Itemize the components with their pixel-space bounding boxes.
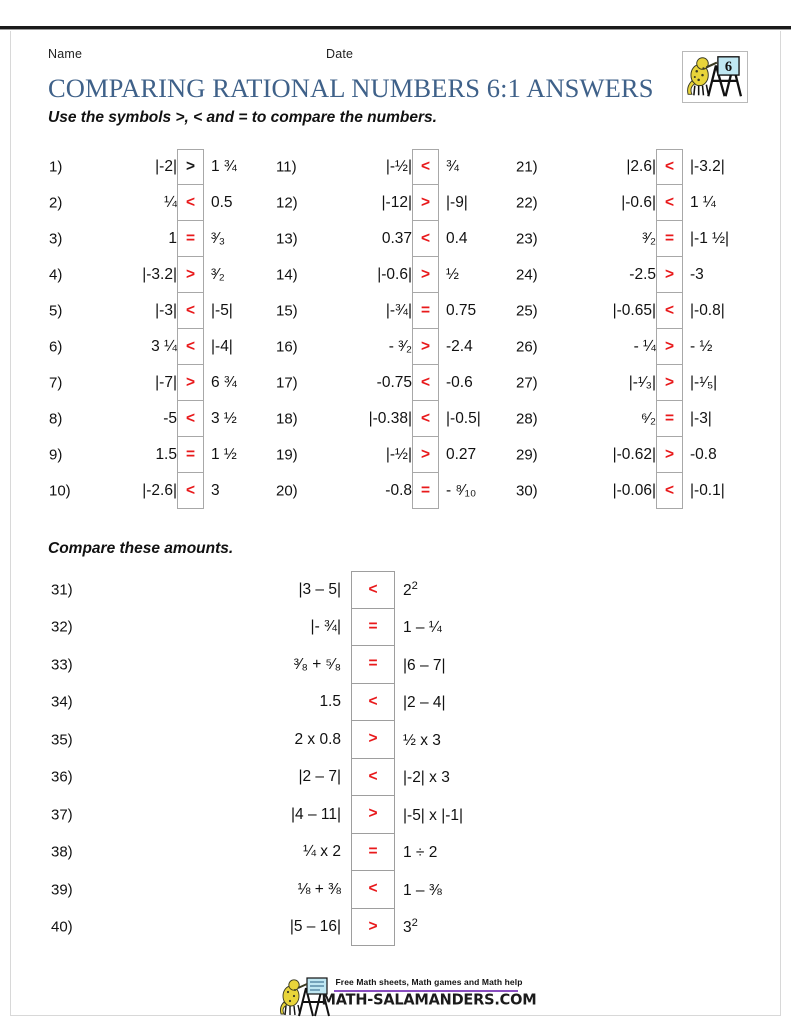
problem-number: 19) — [276, 446, 298, 464]
problem-number: 14) — [276, 266, 298, 284]
problem-number: 3) — [49, 230, 63, 248]
problem-number: 38) — [51, 843, 73, 861]
problem-number: 8) — [49, 410, 63, 428]
right-expression — [403, 917, 418, 937]
answer-box[interactable]: > — [656, 365, 683, 401]
left-expression: ¼ — [164, 194, 177, 211]
problem-row — [516, 185, 766, 221]
right-base: 2 — [403, 581, 412, 599]
left-expression: |-0.38| — [368, 410, 412, 427]
left-expression: ³⁄₂ — [642, 230, 656, 247]
problem-row — [49, 329, 277, 365]
problem-number: 20) — [276, 482, 298, 500]
problem-number: 36) — [51, 768, 73, 786]
problem-number: 7) — [49, 374, 63, 392]
answer-box[interactable]: < — [351, 871, 395, 909]
problem-number: 22) — [516, 194, 538, 212]
answer-box[interactable]: = — [412, 473, 439, 509]
right-expression: ³⁄₂ — [211, 266, 225, 283]
answer-box[interactable]: < — [351, 759, 395, 797]
left-expression: - ³⁄₂ — [388, 338, 412, 355]
right-expression — [403, 842, 437, 862]
right-expression — [403, 730, 441, 750]
left-expression: |-½| — [385, 446, 412, 463]
left-expression: |4 – 11| — [291, 805, 341, 823]
problem-number: 40) — [51, 918, 73, 936]
right-base: |-2| x 3 — [403, 769, 450, 787]
problem-row — [276, 257, 516, 293]
compare-row — [11, 834, 782, 872]
left-expression: |-2.6| — [142, 482, 177, 499]
right-expression — [403, 580, 418, 600]
problem-number: 37) — [51, 806, 73, 824]
answer-box[interactable]: < — [177, 329, 204, 365]
instruction-text: Use the symbols >, < and = to compare the numbers. — [48, 109, 437, 126]
right-expression: 0.5 — [211, 194, 233, 211]
problem-number: 1) — [49, 158, 63, 176]
left-expression: |-12| — [381, 194, 412, 211]
problem-row — [276, 473, 516, 509]
grade-number: 6 — [724, 59, 733, 76]
problem-row — [516, 473, 766, 509]
answer-box[interactable]: < — [656, 293, 683, 329]
problem-row — [276, 401, 516, 437]
left-expression: |-2| — [155, 158, 177, 175]
right-expression: - ⁸⁄₁₀ — [446, 482, 477, 499]
answer-box[interactable]: = — [177, 437, 204, 473]
left-expression: |-½| — [385, 158, 412, 175]
right-expression — [403, 805, 463, 825]
page-top-rule — [0, 26, 791, 29]
left-expression: |-0.6| — [377, 266, 412, 283]
right-expression: |-0.8| — [690, 302, 725, 319]
answer-box[interactable]: < — [412, 221, 439, 257]
problem-row — [276, 437, 516, 473]
problem-row — [276, 221, 516, 257]
right-expression: |-1 ½| — [690, 230, 730, 247]
right-base: 1 ÷ 2 — [403, 844, 438, 862]
compare-row — [11, 646, 782, 684]
problem-number: 32) — [51, 618, 73, 636]
answer-box[interactable]: < — [412, 401, 439, 437]
problem-row — [49, 257, 277, 293]
problem-number: 2) — [49, 194, 63, 212]
left-expression: 1.5 — [319, 693, 341, 711]
date-field-label: Date — [326, 47, 354, 61]
left-expression: ¼ x 2 — [303, 843, 341, 861]
left-expression: ⅛ + ⅜ — [297, 880, 341, 898]
right-base: ½ x 3 — [403, 731, 441, 749]
right-base: 1 – ⅜ — [403, 881, 442, 899]
right-exponent: 2 — [411, 579, 418, 592]
answer-box[interactable]: > — [177, 257, 204, 293]
problem-number: 24) — [516, 266, 538, 284]
answer-box[interactable]: > — [177, 149, 204, 185]
right-expression: |-¹⁄₅| — [690, 374, 718, 391]
right-expression: 0.27 — [446, 446, 477, 463]
right-expression: |-4| — [211, 338, 233, 355]
answer-box[interactable]: > — [656, 437, 683, 473]
problem-number: 15) — [276, 302, 298, 320]
answer-box[interactable]: > — [351, 909, 395, 947]
problem-column-3 — [516, 149, 766, 509]
problem-number: 12) — [276, 194, 298, 212]
answer-box[interactable]: = — [656, 401, 683, 437]
left-expression: |-¾| — [385, 302, 412, 319]
right-expression: ½ — [446, 266, 459, 283]
right-expression: |-3| — [690, 410, 712, 427]
problem-row — [516, 329, 766, 365]
right-expression: 3 ½ — [211, 410, 237, 427]
right-expression: |-3.2| — [690, 158, 725, 175]
problem-number: 11) — [276, 158, 297, 176]
right-expression: -2.4 — [446, 338, 473, 355]
answer-box[interactable]: = — [177, 221, 204, 257]
left-expression: |-3| — [155, 302, 177, 319]
answer-box[interactable]: < — [177, 473, 204, 509]
right-expression: 6 ¾ — [211, 374, 237, 391]
right-expression: ¾ — [446, 158, 459, 175]
problem-number: 17) — [276, 374, 298, 392]
problem-row — [49, 437, 277, 473]
problem-row — [516, 257, 766, 293]
left-expression: |-3.2| — [142, 266, 177, 283]
problem-column-1 — [49, 149, 277, 509]
right-expression: 1 ½ — [211, 446, 237, 463]
answer-box[interactable]: > — [656, 257, 683, 293]
answer-box[interactable]: < — [177, 401, 204, 437]
left-expression: |-0.06| — [612, 482, 656, 499]
left-expression: |- ¾| — [310, 618, 341, 636]
right-expression: |-0.1| — [690, 482, 725, 499]
problem-row — [49, 149, 277, 185]
problem-row — [276, 365, 516, 401]
answer-box[interactable]: = — [351, 609, 395, 647]
right-exponent: 2 — [411, 917, 418, 930]
problem-row — [49, 473, 277, 509]
right-base: |2 – 4| — [403, 694, 446, 712]
problem-row — [516, 401, 766, 437]
right-expression: 3 — [211, 482, 220, 499]
problem-number: 33) — [51, 656, 73, 674]
answer-box[interactable]: < — [656, 473, 683, 509]
problem-row — [49, 365, 277, 401]
right-expression: |-9| — [446, 194, 468, 211]
problem-row — [276, 293, 516, 329]
problem-number: 18) — [276, 410, 298, 428]
footer — [11, 974, 782, 1020]
answer-box[interactable]: < — [177, 293, 204, 329]
problem-number: 10) — [49, 482, 71, 500]
right-expression: -3 — [690, 266, 704, 283]
problem-row — [516, 149, 766, 185]
grade-level-logo — [682, 51, 748, 103]
compare-row — [11, 609, 782, 647]
problem-number: 31) — [51, 581, 73, 599]
problem-number: 28) — [516, 410, 538, 428]
problem-number: 27) — [516, 374, 538, 392]
right-expression: ³⁄₃ — [211, 230, 226, 247]
problem-row — [276, 329, 516, 365]
right-expression — [403, 617, 442, 637]
compare-row — [11, 721, 782, 759]
problem-number: 13) — [276, 230, 298, 248]
left-expression: 0.37 — [381, 230, 412, 247]
right-base: |6 – 7| — [403, 656, 446, 674]
left-expression: |-0.65| — [612, 302, 656, 319]
right-expression: -0.8 — [690, 446, 717, 463]
compare-row — [11, 571, 782, 609]
left-expression: |-7| — [155, 374, 177, 391]
problem-row — [276, 149, 516, 185]
problem-number: 34) — [51, 693, 73, 711]
answer-box[interactable]: > — [656, 329, 683, 365]
answer-box[interactable]: < — [177, 185, 204, 221]
problem-column-2 — [276, 149, 516, 509]
right-expression — [403, 767, 450, 787]
problem-row — [516, 293, 766, 329]
left-expression: 1.5 — [155, 446, 177, 463]
right-expression: 0.75 — [446, 302, 477, 319]
answer-box[interactable]: < — [351, 684, 395, 722]
problem-number: 5) — [49, 302, 63, 320]
left-expression: 2 x 0.8 — [294, 730, 341, 748]
right-expression: - ½ — [690, 338, 713, 355]
problem-number: 30) — [516, 482, 538, 500]
worksheet-sheet — [10, 31, 781, 1016]
problem-row — [49, 185, 277, 221]
problem-number: 4) — [49, 266, 63, 284]
salamander-easel-icon — [683, 52, 747, 102]
problem-number: 29) — [516, 446, 538, 464]
problem-number: 25) — [516, 302, 538, 320]
problem-number: 26) — [516, 338, 538, 356]
left-expression: -2.5 — [629, 266, 656, 283]
problem-number: 16) — [276, 338, 298, 356]
answer-box[interactable]: < — [656, 149, 683, 185]
problem-row — [49, 401, 277, 437]
footer-tagline: Free Math sheets, Math games and Math help — [335, 977, 523, 987]
page-title: COMPARING RATIONAL NUMBERS 6:1 ANSWERS — [48, 73, 654, 103]
right-expression: |-0.5| — [446, 410, 481, 427]
footer-domain[interactable]: MATH-SALAMANDERS.COM — [321, 992, 537, 1009]
answer-box[interactable]: = — [351, 834, 395, 872]
answer-box[interactable]: > — [351, 721, 395, 759]
compare-row — [11, 759, 782, 797]
name-field-label: Name — [48, 47, 83, 61]
right-expression: 1 ¼ — [690, 194, 716, 211]
left-expression: |-0.62| — [612, 446, 656, 463]
left-expression: |2 – 7| — [298, 768, 341, 786]
left-expression: -5 — [163, 410, 177, 427]
problem-row — [516, 437, 766, 473]
problem-row — [49, 221, 277, 257]
right-expression: |-5| — [211, 302, 233, 319]
left-expression: |-0.6| — [621, 194, 656, 211]
answer-box[interactable]: > — [412, 257, 439, 293]
left-expression: -0.75 — [376, 374, 412, 391]
left-expression: 1 — [168, 230, 177, 247]
right-expression — [403, 880, 442, 900]
problem-number: 6) — [49, 338, 63, 356]
right-expression: -0.6 — [446, 374, 473, 391]
left-expression: -0.8 — [385, 482, 412, 499]
problem-row — [276, 185, 516, 221]
left-expression: 3 ¼ — [151, 338, 177, 355]
compare-row — [11, 871, 782, 909]
right-expression: 1 ¾ — [211, 158, 237, 175]
left-expression: |5 – 16| — [289, 918, 341, 936]
left-expression: ⁶⁄₂ — [641, 410, 656, 427]
left-expression: |2.6| — [626, 158, 656, 175]
problem-number: 35) — [51, 731, 73, 749]
compare-row — [11, 684, 782, 722]
right-expression — [403, 655, 446, 675]
answer-box[interactable]: = — [351, 646, 395, 684]
answer-box[interactable]: < — [412, 365, 439, 401]
compare-amounts-list — [11, 571, 782, 946]
answer-box[interactable]: < — [412, 149, 439, 185]
problem-row — [516, 365, 766, 401]
answer-box[interactable]: > — [412, 185, 439, 221]
right-expression — [403, 692, 446, 712]
problem-number: 9) — [49, 446, 63, 464]
right-expression: 0.4 — [446, 230, 468, 247]
left-expression: ³⁄₈ + ⁵⁄₈ — [293, 655, 341, 673]
right-base: 3 — [403, 919, 412, 937]
footer-logo-block[interactable] — [276, 974, 537, 1020]
problem-row — [516, 221, 766, 257]
answer-box[interactable]: < — [351, 571, 395, 609]
left-expression: - ¼ — [633, 338, 656, 355]
problem-row — [49, 293, 277, 329]
section2-heading: Compare these amounts. — [48, 540, 234, 557]
answer-box[interactable]: = — [412, 293, 439, 329]
problem-number: 23) — [516, 230, 538, 248]
answer-box[interactable]: > — [412, 437, 439, 473]
answer-box[interactable]: > — [351, 796, 395, 834]
compare-row — [11, 796, 782, 834]
answer-box[interactable]: < — [656, 185, 683, 221]
answer-box[interactable]: > — [412, 329, 439, 365]
compare-row — [11, 909, 782, 947]
problem-number: 21) — [516, 158, 538, 176]
right-base: 1 – ¼ — [403, 619, 442, 637]
left-expression: |-¹⁄₃| — [628, 374, 656, 391]
answer-box[interactable]: = — [656, 221, 683, 257]
right-base: |-5| x |-1| — [403, 806, 464, 824]
answer-box[interactable]: > — [177, 365, 204, 401]
problem-number: 39) — [51, 881, 73, 899]
left-expression: |3 – 5| — [298, 580, 341, 598]
